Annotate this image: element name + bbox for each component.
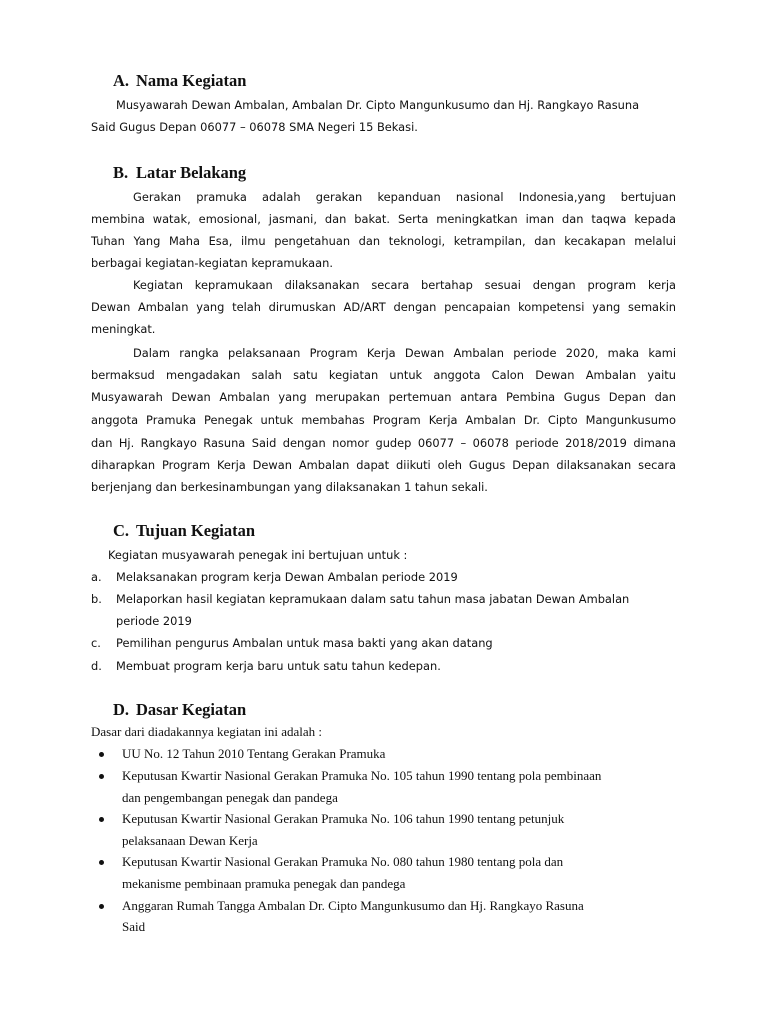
section-a-line-1: Musyawarah Dewan Ambalan, Ambalan Dr. Cipto Mangunkusumo dan Hj. Rangkayo Rasuna (116, 98, 640, 112)
section-b-p2-line-1: Kegiatan kepramukaan dilaksanakan secara bertahap sesuai dengan program kerja (133, 278, 676, 292)
section-d-heading (113, 700, 246, 720)
section-b-p1-line-3: Tuhan Yang Maha Esa, ilmu pengetahuan dan teknologi, ketrampilan, dan kecakapan melalui (91, 234, 676, 248)
section-b-p3-line-1: Dalam rangka pelaksanaan Program Kerja Dewan Ambalan periode 2020, maka kami (133, 346, 676, 360)
section-b-p1-line-2: membina watak, emosional, jasmani, dan bakat. Serta meningkatkan iman dan taqwa kepada (91, 212, 676, 226)
section-b-p1-line-4: berbagai kegiatan-kegiatan kepramukaan. (91, 256, 333, 270)
section-b-p2-line-2: Dewan Ambalan yang telah dirumuskan AD/ART dengan pencapaian kompetensi yang semakin (91, 300, 676, 314)
section-a-heading (113, 71, 246, 91)
section-c-number: C. (113, 521, 130, 540)
section-b-heading (113, 163, 246, 183)
section-c-intro: Kegiatan musyawarah penegak ini bertujuan untuk : (108, 548, 408, 562)
list-item-letter: d. (91, 659, 102, 673)
section-c-heading (113, 521, 255, 541)
section-d-number: D. (113, 700, 130, 719)
list-item-letter: a. (91, 570, 102, 584)
section-b-title: Latar Belakang (136, 163, 247, 182)
section-a-line-2: Said Gugus Depan 06077 – 06078 SMA Negeri 15 Bekasi. (91, 120, 418, 134)
bullet-item-text: Keputusan Kwartir Nasional Gerakan Pramuka No. 105 tahun 1990 tentang pola pembinaan (122, 768, 602, 783)
list-item-text: Pemilihan pengurus Ambalan untuk masa bakti yang akan datang (116, 636, 493, 650)
section-b-p3-line-6: diharapkan Program Kerja Dewan Ambalan dapat diikuti oleh Gugus Depan dilaksanakan secara (91, 458, 676, 472)
section-d-title: Dasar Kegiatan (136, 700, 247, 719)
bullet-item-text: Anggaran Rumah Tangga Ambalan Dr. Cipto Mangunkusumo dan Hj. Rangkayo Rasuna (122, 898, 584, 913)
bullet-icon (99, 860, 104, 865)
bullet-item-text: UU No. 12 Tahun 2010 Tentang Gerakan Pramuka (122, 746, 386, 761)
bullet-item-text-continued: dan pengembangan penegak dan pandega (122, 790, 338, 805)
bullet-icon (99, 904, 104, 909)
section-b-p3-line-7: berjenjang dan berkesinambungan yang dilaksanakan 1 tahun sekali. (91, 480, 488, 494)
section-b-p1-line-1: Gerakan pramuka adalah gerakan kepanduan nasional Indonesia,yang bertujuan (133, 190, 676, 204)
section-d-intro: Dasar dari diadakannya kegiatan ini adalah : (91, 724, 323, 739)
bullet-item-text-continued: mekanisme pembinaan pramuka penegak dan pandega (122, 876, 406, 891)
section-b-p3-line-2: bermaksud mengadakan salah satu kegiatan untuk anggota Calon Dewan Ambalan yaitu (91, 368, 676, 382)
section-a-number: A. (113, 71, 130, 90)
section-a-title: Nama Kegiatan (136, 71, 247, 90)
list-item-letter: b. (91, 592, 102, 606)
list-item-text: Melaporkan hasil kegiatan kepramukaan dalam satu tahun masa jabatan Dewan Ambalan (116, 592, 630, 606)
bullet-item-text: Keputusan Kwartir Nasional Gerakan Pramuka No. 106 tahun 1990 tentang petunjuk (122, 811, 565, 826)
list-item-letter: c. (91, 636, 101, 650)
list-item-text-continued: periode 2019 (116, 614, 192, 628)
bullet-item-text-continued: Said (122, 919, 146, 934)
section-b-p2-line-3: meningkat. (91, 322, 156, 336)
section-b-p3-line-4: anggota Pramuka Penegak untuk membahas Program Kerja Ambalan Dr. Cipto Mangunkusumo (91, 413, 676, 427)
bullet-icon (99, 752, 104, 757)
section-b-p3-line-5: dan Hj. Rangkayo Rasuna Said dengan nomor gudep 06077 – 06078 periode 2018/2019 dimana (91, 436, 676, 450)
section-b-number: B. (113, 163, 129, 182)
bullet-icon (99, 774, 104, 779)
bullet-item-text: Keputusan Kwartir Nasional Gerakan Pramuka No. 080 tahun 1980 tentang pola dan (122, 854, 564, 869)
bullet-icon (99, 817, 104, 822)
list-item-text: Melaksanakan program kerja Dewan Ambalan periode 2019 (116, 570, 458, 584)
bullet-item-text-continued: pelaksanaan Dewan Kerja (122, 833, 258, 848)
list-item-text: Membuat program kerja baru untuk satu tahun kedepan. (116, 659, 441, 673)
section-b-p3-line-3: Musyawarah Dewan Ambalan yang merupakan pertemuan antara Pembina Gugus Depan dan (91, 390, 676, 404)
section-c-title: Tujuan Kegiatan (136, 521, 256, 540)
